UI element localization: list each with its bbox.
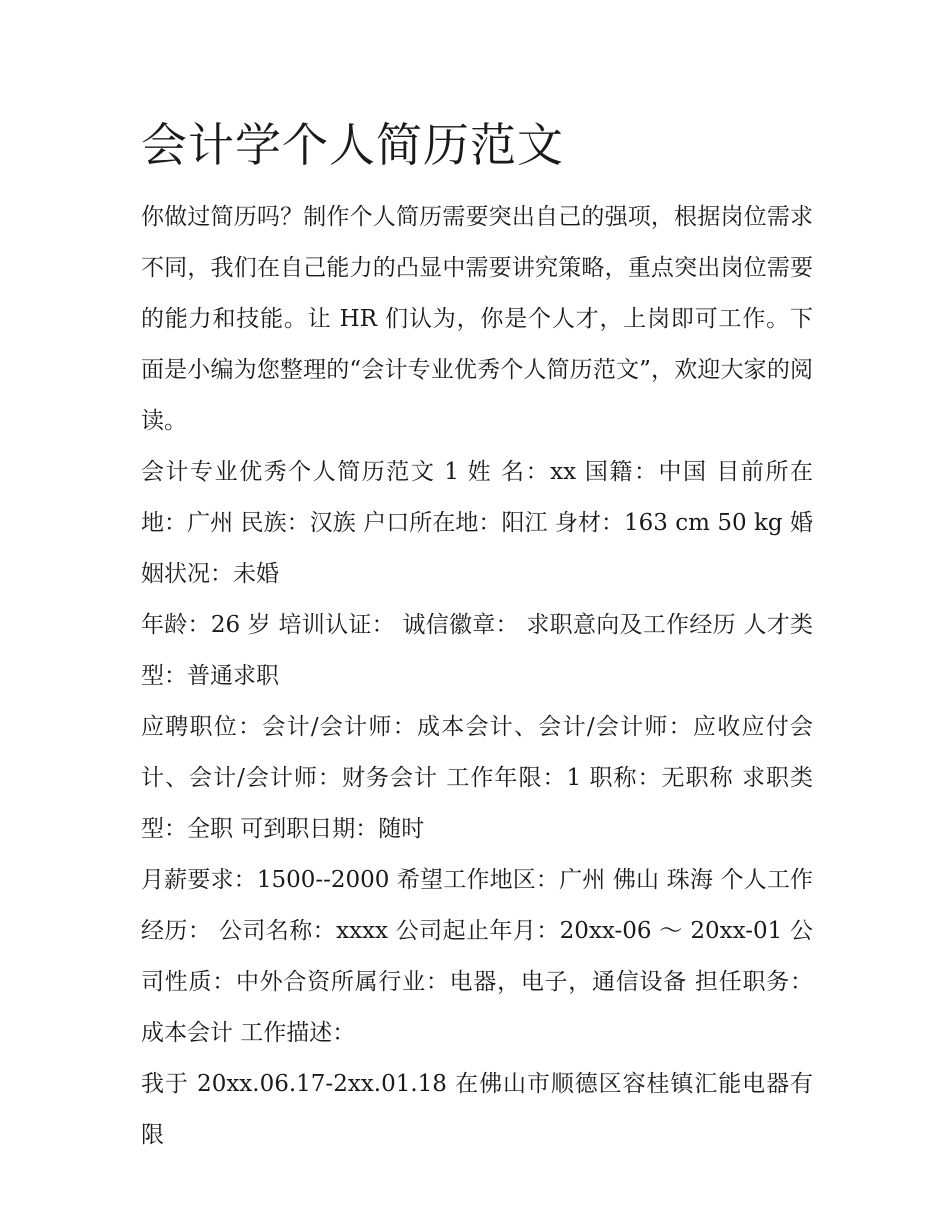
salary-work-history-paragraph: 月薪要求：1500--2000 希望工作地区：广州 佛山 珠海 个人工作经历： 公司名称：xxxx 公司起止年月：20xx-06 ～ 20xx-01 公司性质：中外合资所属行业：电器，电子，通信设备 担任职务：成本会计 工作描述： [141, 867, 813, 1046]
intro-paragraph: 你做过简历吗？制作个人简历需要突出自己的强项，根据岗位需求不同，我们在自己能力的凸显中需要讲究策略，重点突出岗位需要的能力和技能。让 HR 们认为，你是个人才，上岗即可工作。下面是小编为您整理的“会计专业优秀个人简历范文”，欢迎大家的阅读。 [141, 204, 813, 434]
personal-info-paragraph: 会计专业优秀个人简历范文 1 姓 名：xx 国籍：中国 目前所在地：广州 民族：汉族 户口所在地：阳江 身材：163 cm 50 kg 婚姻状况：未婚 [141, 459, 813, 587]
work-description-paragraph: 我于 20xx.06.17-2xx.01.18 在佛山市顺德区容桂镇汇能电器有限 [141, 1071, 813, 1148]
age-certification-paragraph: 年龄：26 岁 培训认证： 诚信徽章： 求职意向及工作经历 人才类型：普通求职 [141, 612, 813, 689]
document-title: 会计学个人简历范文 [141, 118, 564, 172]
document-page [141, 110, 813, 1161]
job-applied-paragraph: 应聘职位：会计/会计师：成本会计、会计/会计师：应收应付会计、会计/会计师：财务会计 工作年限：1 职称：无职称 求职类型：全职 可到职日期：随时 [141, 714, 813, 842]
